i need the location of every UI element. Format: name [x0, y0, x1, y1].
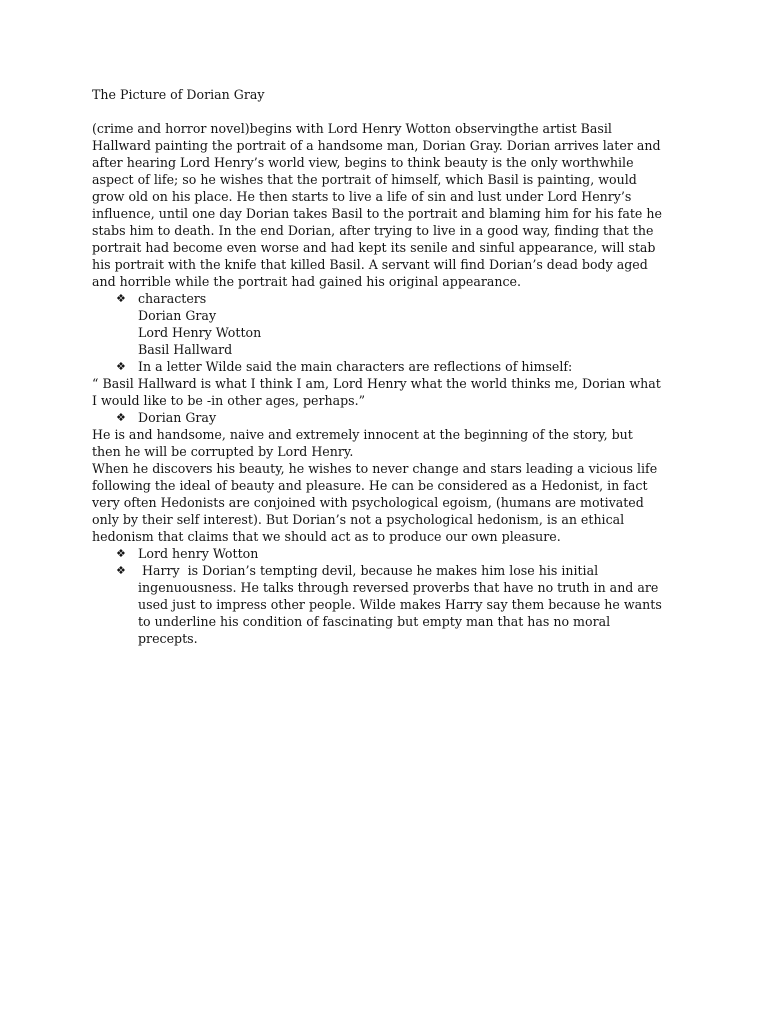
intro-line: (crime and horror novel)begins with Lord Henry Wotton observingthe artist Basil — [92, 121, 612, 136]
characters-bullet — [92, 290, 692, 307]
harry-line: Harry is Dorian’s tempting devil, because he makes him lose his initial — [138, 563, 599, 578]
intro-paragraph — [92, 120, 692, 290]
dorian-line: following the ideal of beauty and pleasure. He can be considered as a Hedonist, in fact — [92, 478, 648, 493]
intro-line: his portrait with the knife that killed Basil. A servant will find Dorian’s dead body aged — [92, 257, 648, 272]
henry-bullet — [92, 545, 692, 562]
character-name: Dorian Gray — [138, 308, 217, 323]
dorian-line: only by their self interest). But Dorian’s not a psychological hedonism, is an ethical — [92, 512, 625, 527]
dorian-line: very often Hedonists are conjoined with psychological egoism, (humans are motivated — [92, 495, 644, 510]
intro-line: stabs him to death. In the end Dorian, after trying to live in a good way, finding that the — [92, 223, 654, 238]
intro-line: aspect of life; so he wishes that the portrait of himself, which Basil is painting, would — [92, 172, 637, 187]
quote-line: I would like to be -in other ages, perhaps.” — [92, 393, 366, 408]
harry-line: ingenuousness. He talks through reversed proverbs that have no truth in and are — [138, 580, 659, 595]
harry-line: used just to impress other people. Wilde makes Harry say them because he wants — [138, 597, 662, 612]
dorian-line: hedonism that claims that we should act as to produce our own pleasure. — [92, 529, 561, 544]
dorian-paragraph — [92, 426, 692, 545]
dorian-line: He is and handsome, naive and extremely innocent at the beginning of the story, but — [92, 427, 633, 442]
harry-line: to underline his condition of fascinating but empty man that has no moral — [138, 614, 611, 629]
diamond-bullet-icon: ❖ — [116, 564, 126, 577]
intro-line: portrait had become even worse and had kept its senile and sinful appearance, will stab — [92, 240, 656, 255]
characters-heading: characters — [138, 291, 207, 306]
character-name: Basil Hallward — [138, 342, 233, 357]
henry-heading: Lord henry Wotton — [138, 546, 259, 561]
dorian-line: When he discovers his beauty, he wishes to never change and stars leading a vicious life — [92, 461, 658, 476]
diamond-bullet-icon: ❖ — [116, 360, 126, 373]
letter-bullet-text: In a letter Wilde said the main characters are reflections of himself: — [138, 359, 573, 374]
intro-line: and horrible while the portrait had gained his original appearance. — [92, 274, 521, 289]
diamond-bullet-icon: ❖ — [116, 547, 126, 560]
quote-line: “ Basil Hallward is what I think I am, Lord Henry what the world thinks me, Dorian what — [92, 376, 661, 391]
diamond-bullet-icon: ❖ — [116, 411, 126, 424]
dorian-bullet — [92, 409, 692, 426]
diamond-bullet-icon: ❖ — [116, 292, 126, 305]
letter-bullet — [92, 358, 692, 375]
document-title: The Picture of Dorian Gray — [92, 87, 265, 102]
harry-bullet — [92, 562, 692, 579]
document-page — [92, 86, 692, 647]
dorian-line: then he will be corrupted by Lord Henry. — [92, 444, 354, 459]
intro-line: grow old on his place. He then starts to live a life of sin and lust under Lord Henry’s — [92, 189, 632, 204]
character-name: Lord Henry Wotton — [138, 325, 262, 340]
intro-line: Hallward painting the portrait of a handsome man, Dorian Gray. Dorian arrives later and — [92, 138, 661, 153]
intro-line: influence, until one day Dorian takes Basil to the portrait and blaming him for his fate he — [92, 206, 662, 221]
dorian-heading: Dorian Gray — [138, 410, 217, 425]
intro-line: after hearing Lord Henry’s world view, begins to think beauty is the only worthwhile — [92, 155, 634, 170]
harry-line: precepts. — [138, 631, 198, 646]
